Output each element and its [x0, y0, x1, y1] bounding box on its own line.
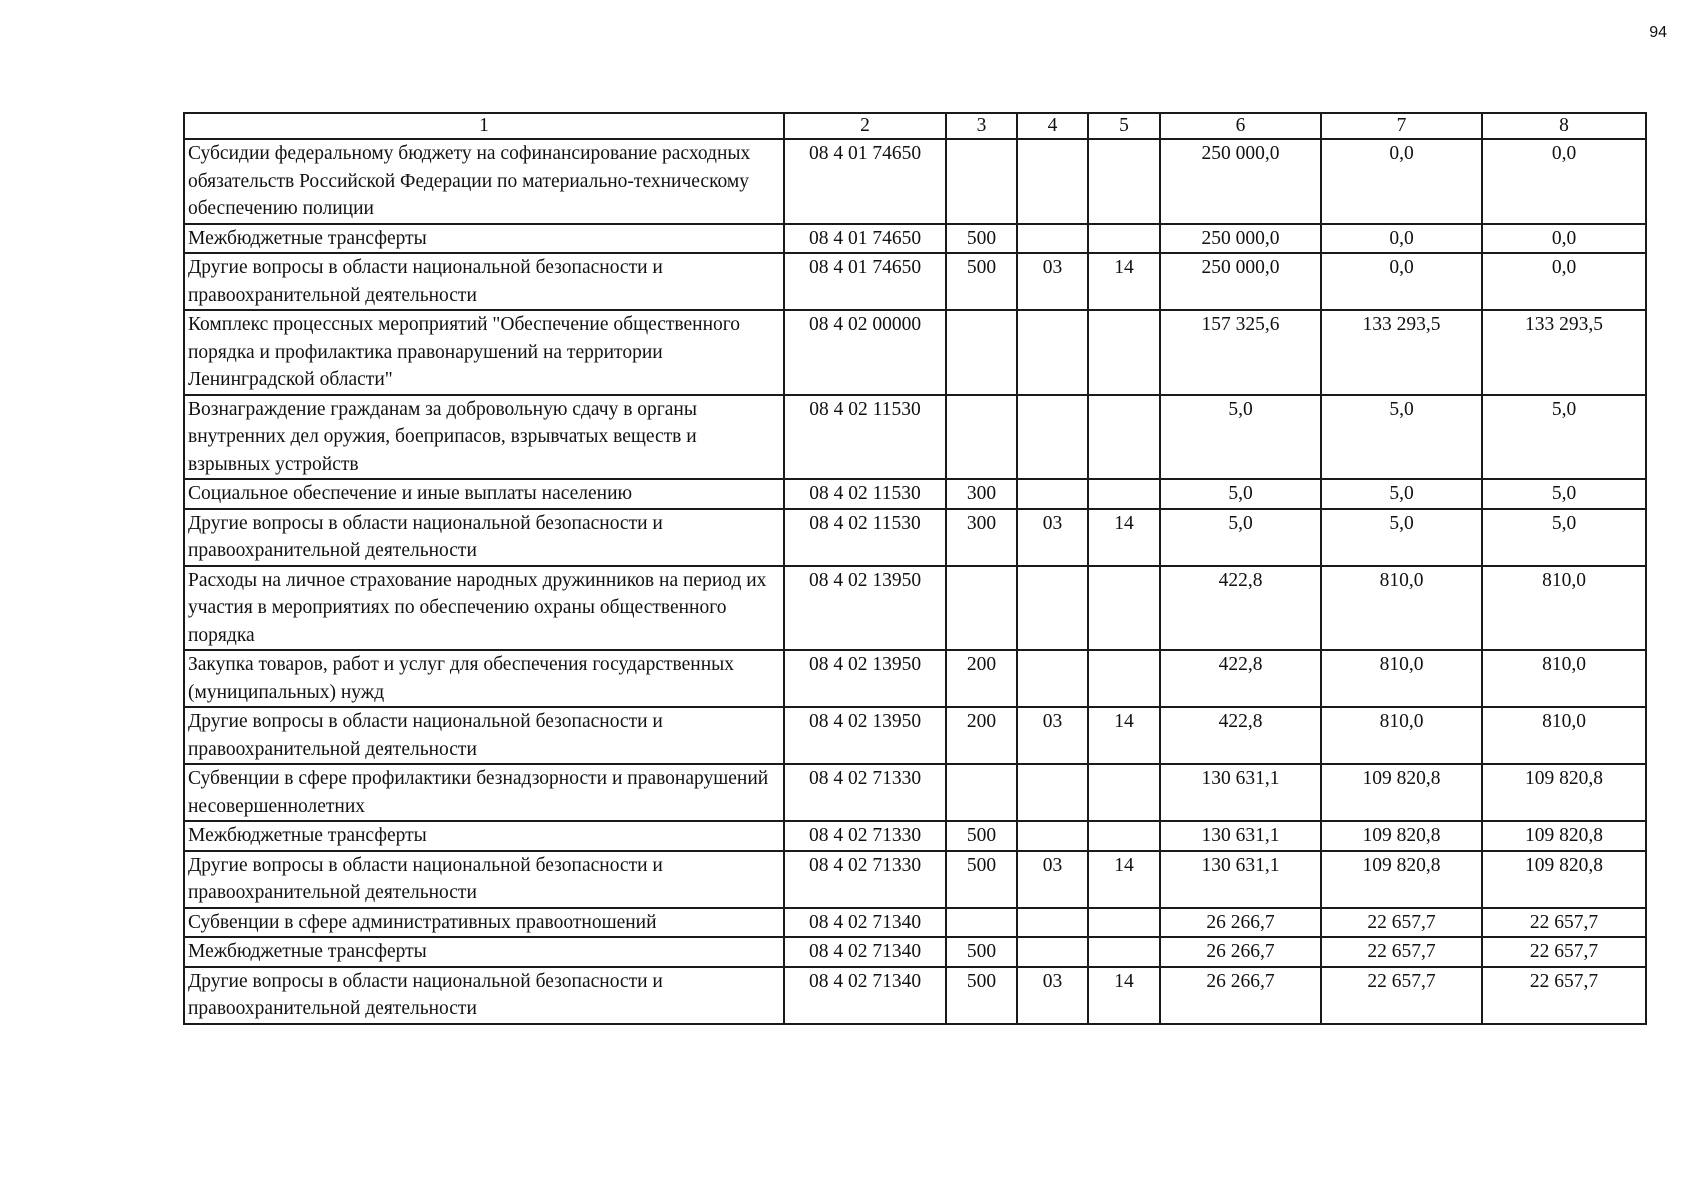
- section-cell: [1017, 479, 1088, 509]
- expense-name-cell: Другие вопросы в области национальной безопасности и правоохранительной деятельности: [184, 509, 784, 566]
- expense-name-cell: Социальное обеспечение и иные выплаты населению: [184, 479, 784, 509]
- amount-col8-cell: 0,0: [1482, 139, 1646, 224]
- expense-type-cell: 200: [946, 707, 1017, 764]
- subsection-cell: [1088, 395, 1160, 480]
- expense-name-cell: Комплекс процессных мероприятий "Обеспечение общественного порядка и профилактика правонарушений на территории Ленинградской области": [184, 310, 784, 395]
- amount-col7-cell: 5,0: [1321, 509, 1482, 566]
- target-article-code-cell: 08 4 02 11530: [784, 479, 946, 509]
- amount-col6-cell: 130 631,1: [1160, 821, 1321, 851]
- expense-type-cell: [946, 908, 1017, 938]
- expense-name-cell: Межбюджетные трансферты: [184, 821, 784, 851]
- table-row: [184, 821, 1646, 851]
- expense-name-cell: Субсидии федеральному бюджету на софинансирование расходных обязательств Российской Федерации по материально-техническому обеспечению полиции: [184, 139, 784, 224]
- amount-col6-cell: 422,8: [1160, 650, 1321, 707]
- amount-col6-cell: 157 325,6: [1160, 310, 1321, 395]
- section-cell: [1017, 224, 1088, 254]
- expense-name-cell: Субвенции в сфере профилактики безнадзорности и правонарушений несовершеннолетних: [184, 764, 784, 821]
- amount-col7-cell: 133 293,5: [1321, 310, 1482, 395]
- column-header: 7: [1321, 113, 1482, 139]
- table-row: [184, 310, 1646, 395]
- expense-type-cell: [946, 395, 1017, 480]
- expense-type-cell: 500: [946, 224, 1017, 254]
- column-header: 1: [184, 113, 784, 139]
- subsection-cell: [1088, 764, 1160, 821]
- amount-col7-cell: 810,0: [1321, 707, 1482, 764]
- amount-col6-cell: 422,8: [1160, 707, 1321, 764]
- table-body: [184, 139, 1646, 1024]
- expense-name-cell: Межбюджетные трансферты: [184, 937, 784, 967]
- target-article-code-cell: 08 4 02 00000: [784, 310, 946, 395]
- amount-col7-cell: 5,0: [1321, 479, 1482, 509]
- amount-col7-cell: 5,0: [1321, 395, 1482, 480]
- target-article-code-cell: 08 4 02 71340: [784, 937, 946, 967]
- budget-table: [183, 112, 1647, 1025]
- column-header: 5: [1088, 113, 1160, 139]
- expense-type-cell: 500: [946, 821, 1017, 851]
- amount-col7-cell: 109 820,8: [1321, 851, 1482, 908]
- table-row: [184, 224, 1646, 254]
- amount-col7-cell: 109 820,8: [1321, 821, 1482, 851]
- subsection-cell: [1088, 566, 1160, 651]
- subsection-cell: 14: [1088, 509, 1160, 566]
- amount-col6-cell: 422,8: [1160, 566, 1321, 651]
- section-cell: [1017, 310, 1088, 395]
- target-article-code-cell: 08 4 01 74650: [784, 139, 946, 224]
- expense-type-cell: [946, 139, 1017, 224]
- target-article-code-cell: 08 4 02 13950: [784, 707, 946, 764]
- table-row: [184, 851, 1646, 908]
- column-header: 2: [784, 113, 946, 139]
- section-cell: [1017, 566, 1088, 651]
- section-cell: [1017, 764, 1088, 821]
- amount-col7-cell: 0,0: [1321, 224, 1482, 254]
- amount-col8-cell: 0,0: [1482, 253, 1646, 310]
- expense-type-cell: [946, 310, 1017, 395]
- target-article-code-cell: 08 4 02 71340: [784, 967, 946, 1024]
- amount-col6-cell: 26 266,7: [1160, 937, 1321, 967]
- table-row: [184, 937, 1646, 967]
- page-number: 94: [1649, 24, 1667, 41]
- amount-col8-cell: 5,0: [1482, 509, 1646, 566]
- column-header: 3: [946, 113, 1017, 139]
- table-row: [184, 139, 1646, 224]
- expense-type-cell: 500: [946, 851, 1017, 908]
- section-cell: 03: [1017, 851, 1088, 908]
- subsection-cell: 14: [1088, 707, 1160, 764]
- target-article-code-cell: 08 4 02 11530: [784, 509, 946, 566]
- amount-col7-cell: 22 657,7: [1321, 967, 1482, 1024]
- table-row: [184, 395, 1646, 480]
- subsection-cell: [1088, 479, 1160, 509]
- amount-col6-cell: 130 631,1: [1160, 851, 1321, 908]
- amount-col6-cell: 5,0: [1160, 479, 1321, 509]
- amount-col8-cell: 109 820,8: [1482, 821, 1646, 851]
- amount-col8-cell: 810,0: [1482, 650, 1646, 707]
- amount-col7-cell: 22 657,7: [1321, 908, 1482, 938]
- column-header: 4: [1017, 113, 1088, 139]
- expense-name-cell: Вознаграждение гражданам за добровольную сдачу в органы внутренних дел оружия, боеприпасов, взрывчатых веществ и взрывных устройств: [184, 395, 784, 480]
- expense-name-cell: Другие вопросы в области национальной безопасности и правоохранительной деятельности: [184, 851, 784, 908]
- expense-type-cell: 500: [946, 937, 1017, 967]
- column-header: 8: [1482, 113, 1646, 139]
- table-row: [184, 479, 1646, 509]
- target-article-code-cell: 08 4 02 11530: [784, 395, 946, 480]
- column-header: 6: [1160, 113, 1321, 139]
- section-cell: [1017, 908, 1088, 938]
- subsection-cell: [1088, 310, 1160, 395]
- table-row: [184, 967, 1646, 1024]
- expense-name-cell: Субвенции в сфере административных правоотношений: [184, 908, 784, 938]
- section-cell: [1017, 395, 1088, 480]
- subsection-cell: [1088, 937, 1160, 967]
- amount-col8-cell: 22 657,7: [1482, 967, 1646, 1024]
- subsection-cell: [1088, 650, 1160, 707]
- section-cell: 03: [1017, 253, 1088, 310]
- expense-name-cell: Межбюджетные трансферты: [184, 224, 784, 254]
- amount-col7-cell: 0,0: [1321, 253, 1482, 310]
- target-article-code-cell: 08 4 02 13950: [784, 650, 946, 707]
- subsection-cell: 14: [1088, 851, 1160, 908]
- expense-name-cell: Другие вопросы в области национальной безопасности и правоохранительной деятельности: [184, 253, 784, 310]
- expense-type-cell: 300: [946, 479, 1017, 509]
- section-cell: 03: [1017, 707, 1088, 764]
- subsection-cell: 14: [1088, 253, 1160, 310]
- amount-col6-cell: 250 000,0: [1160, 139, 1321, 224]
- expense-name-cell: Закупка товаров, работ и услуг для обеспечения государственных (муниципальных) нужд: [184, 650, 784, 707]
- expense-name-cell: Другие вопросы в области национальной безопасности и правоохранительной деятельности: [184, 967, 784, 1024]
- amount-col7-cell: 810,0: [1321, 566, 1482, 651]
- target-article-code-cell: 08 4 02 71340: [784, 908, 946, 938]
- target-article-code-cell: 08 4 01 74650: [784, 224, 946, 254]
- table-row: [184, 908, 1646, 938]
- subsection-cell: [1088, 139, 1160, 224]
- amount-col6-cell: 5,0: [1160, 395, 1321, 480]
- amount-col8-cell: 5,0: [1482, 395, 1646, 480]
- expense-type-cell: 300: [946, 509, 1017, 566]
- subsection-cell: [1088, 224, 1160, 254]
- table-row: [184, 509, 1646, 566]
- section-cell: 03: [1017, 509, 1088, 566]
- target-article-code-cell: 08 4 02 13950: [784, 566, 946, 651]
- amount-col8-cell: 810,0: [1482, 707, 1646, 764]
- table-row: [184, 566, 1646, 651]
- table-row: [184, 650, 1646, 707]
- amount-col6-cell: 250 000,0: [1160, 253, 1321, 310]
- expense-type-cell: [946, 764, 1017, 821]
- section-cell: [1017, 821, 1088, 851]
- target-article-code-cell: 08 4 02 71330: [784, 851, 946, 908]
- subsection-cell: [1088, 821, 1160, 851]
- expense-name-cell: Другие вопросы в области национальной безопасности и правоохранительной деятельности: [184, 707, 784, 764]
- subsection-cell: 14: [1088, 967, 1160, 1024]
- target-article-code-cell: 08 4 02 71330: [784, 764, 946, 821]
- amount-col8-cell: 22 657,7: [1482, 908, 1646, 938]
- amount-col6-cell: 5,0: [1160, 509, 1321, 566]
- subsection-cell: [1088, 908, 1160, 938]
- amount-col7-cell: 109 820,8: [1321, 764, 1482, 821]
- amount-col7-cell: 22 657,7: [1321, 937, 1482, 967]
- column-number-row: [184, 113, 1646, 139]
- section-cell: [1017, 650, 1088, 707]
- amount-col8-cell: 109 820,8: [1482, 851, 1646, 908]
- target-article-code-cell: 08 4 01 74650: [784, 253, 946, 310]
- amount-col8-cell: 0,0: [1482, 224, 1646, 254]
- amount-col6-cell: 250 000,0: [1160, 224, 1321, 254]
- amount-col7-cell: 0,0: [1321, 139, 1482, 224]
- expense-type-cell: 500: [946, 253, 1017, 310]
- amount-col6-cell: 26 266,7: [1160, 908, 1321, 938]
- table-row: [184, 764, 1646, 821]
- section-cell: 03: [1017, 967, 1088, 1024]
- expense-type-cell: [946, 566, 1017, 651]
- target-article-code-cell: 08 4 02 71330: [784, 821, 946, 851]
- amount-col6-cell: 130 631,1: [1160, 764, 1321, 821]
- amount-col8-cell: 22 657,7: [1482, 937, 1646, 967]
- amount-col7-cell: 810,0: [1321, 650, 1482, 707]
- amount-col6-cell: 26 266,7: [1160, 967, 1321, 1024]
- section-cell: [1017, 139, 1088, 224]
- amount-col8-cell: 5,0: [1482, 479, 1646, 509]
- table-row: [184, 253, 1646, 310]
- amount-col8-cell: 133 293,5: [1482, 310, 1646, 395]
- section-cell: [1017, 937, 1088, 967]
- expense-type-cell: 200: [946, 650, 1017, 707]
- expense-name-cell: Расходы на личное страхование народных дружинников на период их участия в мероприятиях по обеспечению охраны общественного порядка: [184, 566, 784, 651]
- expense-type-cell: 500: [946, 967, 1017, 1024]
- table-row: [184, 707, 1646, 764]
- amount-col8-cell: 109 820,8: [1482, 764, 1646, 821]
- amount-col8-cell: 810,0: [1482, 566, 1646, 651]
